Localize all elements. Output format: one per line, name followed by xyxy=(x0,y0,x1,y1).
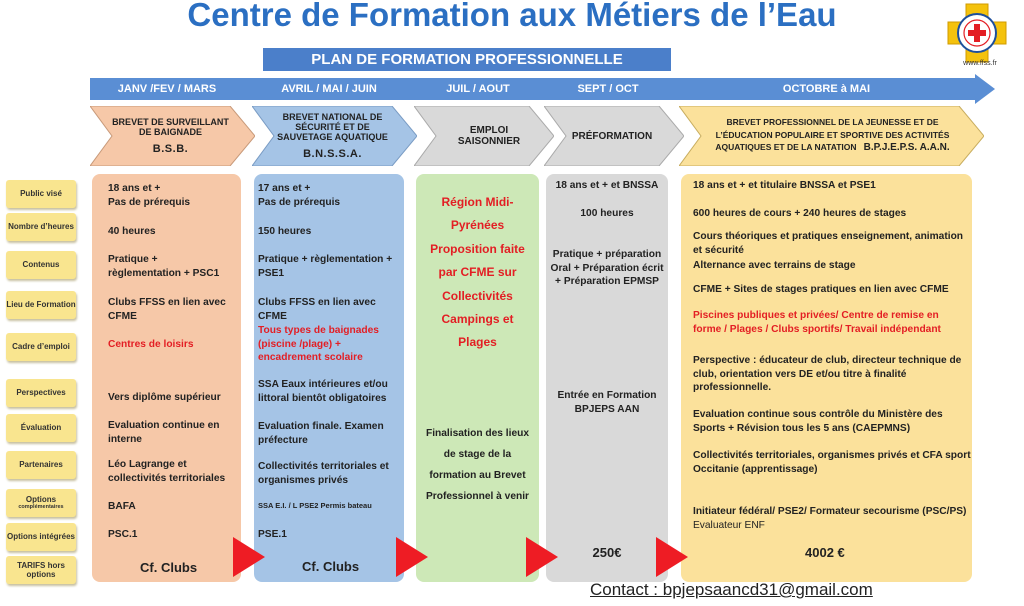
bsb-public-2: Pas de prérequis xyxy=(108,197,191,208)
label-options: Options xyxy=(25,495,57,505)
pre-public: 18 ans et + et BNSSA xyxy=(555,180,659,191)
logo-url: www.ffss.fr xyxy=(963,60,997,67)
bnssa-abbr: B.N.S.S.A. xyxy=(303,148,362,160)
period-summer: JUIL / AOUT xyxy=(446,83,510,95)
bnssa-options-int: PSE.1 xyxy=(258,529,287,540)
label-tarifs: TARIFS hors options xyxy=(6,556,76,584)
arrow-right-icon xyxy=(526,537,558,577)
bsb-lieu: Clubs FFSS en lien avec CFME xyxy=(108,297,226,322)
preformation-label: PRÉFORMATION xyxy=(571,130,653,142)
bnssa-options-comp: SSA E.I. / L PSE2 Permis bateau xyxy=(258,501,372,510)
bnssa-public-2: Pas de prérequis xyxy=(258,197,341,208)
bnssa-perspectives: SSA Eaux intérieures et/ou littoral bientôt obligatoires xyxy=(258,379,388,404)
label-options-int: Options intégrées xyxy=(6,523,76,551)
bp-contenus-1: Cours théoriques et pratiques enseignement, animation et sécurité xyxy=(693,231,964,256)
chevron-emploi xyxy=(414,106,554,166)
plan-header: PLAN DE FORMATION PROFESSIONNELLE xyxy=(263,48,671,71)
bp-contenus-2: Alternance avec terrains de stage xyxy=(693,260,856,271)
bp-cadre: Piscines publiques et privées/ Centre de remise en forme / Plages / Clubs sportifs/ Travail indépendant xyxy=(693,310,941,335)
bsb-abbr: B.S.B. xyxy=(152,143,189,155)
emploi-final: Finalisation des lieux de stage de la formation au Brevet Professionnel à venir xyxy=(425,428,530,502)
arrow-right-icon xyxy=(233,537,265,577)
bp-perspectives: Perspective : éducateur de club, directeur technique de club, orientation vers DE et/ou titre à finalité professionnelle. xyxy=(693,355,962,394)
column-bpjeps xyxy=(681,174,972,582)
pre-tarif: 250€ xyxy=(592,545,622,560)
period-q1: JANV /FEV / MARS xyxy=(117,83,217,95)
bp-options-1: Initiateur fédéral/ PSE2/ Formateur secourisme (PSC/PS) xyxy=(693,506,967,517)
label-complementaires: complémentaires xyxy=(18,504,64,511)
bsb-evaluation: Evaluation continue en interne xyxy=(108,420,220,445)
column-emploi xyxy=(416,174,539,582)
period-october-may: OCTOBRE à MAI xyxy=(782,83,871,95)
bp-lieu: CFME + Sites de stages pratiques en lien avec CFME xyxy=(693,284,949,295)
bnssa-cadre: Tous types de baignades (piscine /plage) + encadrement scolaire xyxy=(258,325,379,364)
label-lieu: Lieu de Formation xyxy=(6,291,76,319)
bsb-options-int: PSC.1 xyxy=(108,529,138,540)
bnssa-partenaires: Collectivités territoriales et organismes privés xyxy=(258,461,389,486)
bsb-tarif: Cf. Clubs xyxy=(140,560,198,575)
bnssa-heures: 150 heures xyxy=(258,226,312,237)
bp-evaluation: Evaluation continue sous contrôle du Ministère des Sports + Révision tous les 5 ans (CAEPMNS) xyxy=(693,409,943,434)
emploi-label: EMPLOI SAISONNIER xyxy=(457,125,521,147)
arrow-right-icon xyxy=(396,537,428,577)
label-partenaires: Partenaires xyxy=(6,451,76,479)
label-options-comp xyxy=(6,489,76,517)
label-evaluation: Évaluation xyxy=(6,414,76,442)
bnssa-contenus: Pratique + règlementation + PSE1 xyxy=(258,254,393,279)
column-preformation xyxy=(546,174,668,582)
bp-partenaires: Collectivités territoriales, organismes privés et CFA sport Occitanie (apprentissage) xyxy=(693,450,971,475)
label-heures: Nombre d’heures xyxy=(6,213,76,241)
bsb-cadre: Centres de loisirs xyxy=(108,339,194,350)
timeline-arrow-icon xyxy=(975,74,995,104)
column-bnssa xyxy=(254,174,404,582)
bnssa-full-name: BREVET NATIONAL DE SÉCURITÉ ET DE SAUVETAGE AQUATIQUE xyxy=(277,112,388,142)
column-bsb xyxy=(92,174,241,582)
contact-email[interactable]: Contact : bpjepsaancd31@gmail.com xyxy=(590,580,873,599)
bnssa-public-1: 17 ans et + xyxy=(258,183,311,194)
bsb-options-comp: BAFA xyxy=(108,501,136,512)
bsb-contenus: Pratique + règlementation + PSC1 xyxy=(108,254,220,279)
label-public: Public visé xyxy=(6,180,76,208)
bp-options-2: Evaluateur ENF xyxy=(693,520,765,531)
label-contenus: Contenus xyxy=(6,251,76,279)
period-q2: AVRIL / MAI / JUIN xyxy=(281,83,377,95)
bsb-heures: 40 heures xyxy=(108,226,156,237)
label-perspectives: Perspectives xyxy=(6,379,76,407)
bnssa-evaluation: Evaluation finale. Examen préfecture xyxy=(258,421,384,446)
bp-tarif: 4002 € xyxy=(805,545,845,560)
bsb-perspectives: Vers diplôme supérieur xyxy=(108,392,221,403)
bpjeps-abbr: B.P.J.E.P.S. A.A.N. xyxy=(863,142,950,154)
bnssa-lieu: Clubs FFSS en lien avec CFME xyxy=(258,297,376,322)
chevron-bnssa xyxy=(252,106,417,166)
bsb-public-1: 18 ans et + xyxy=(108,183,161,194)
pre-contenus: Pratique + préparation Oral + Préparation écrit + Préparation EPMSP xyxy=(550,249,664,288)
emploi-text: Région Midi-Pyrénées Proposition faite par CFME sur Collectivités Campings et Plages xyxy=(430,195,525,350)
pre-heures: 100 heures xyxy=(580,208,634,219)
chevron-preformation xyxy=(544,106,684,166)
bsb-partenaires: Léo Lagrange et collectivités territoriales xyxy=(108,459,226,484)
arrow-right-icon xyxy=(656,537,688,577)
bpjeps-full-name: BREVET PROFESSIONNEL DE LA JEUNESSE ET DE L’ÉDUCATION POPULAIRE ET SPORTIVE DES ACTIVITÉS AQUATIQUES ET DE LA NATATION B.P.J.E.P.S. A.A.N. xyxy=(715,117,950,154)
bp-heures: 600 heures de cours + 240 heures de stages xyxy=(693,208,907,219)
ffss-logo xyxy=(944,2,1010,64)
label-cadre: Cadre d’emploi xyxy=(6,333,76,361)
bsb-full-name: BREVET DE SURVEILLANT DE BAIGNADE xyxy=(112,117,229,137)
chevron-bsb xyxy=(90,106,255,166)
chevron-bpjeps xyxy=(679,106,984,166)
bnssa-tarif: Cf. Clubs xyxy=(302,559,360,574)
page-title: Centre de Formation aux Métiers de l’Eau xyxy=(187,0,837,33)
period-autumn: SEPT / OCT xyxy=(577,83,639,95)
bp-public: 18 ans et + et titulaire BNSSA et PSE1 xyxy=(693,180,876,191)
pre-perspectives: Entrée en Formation BPJEPS AAN xyxy=(557,390,657,415)
